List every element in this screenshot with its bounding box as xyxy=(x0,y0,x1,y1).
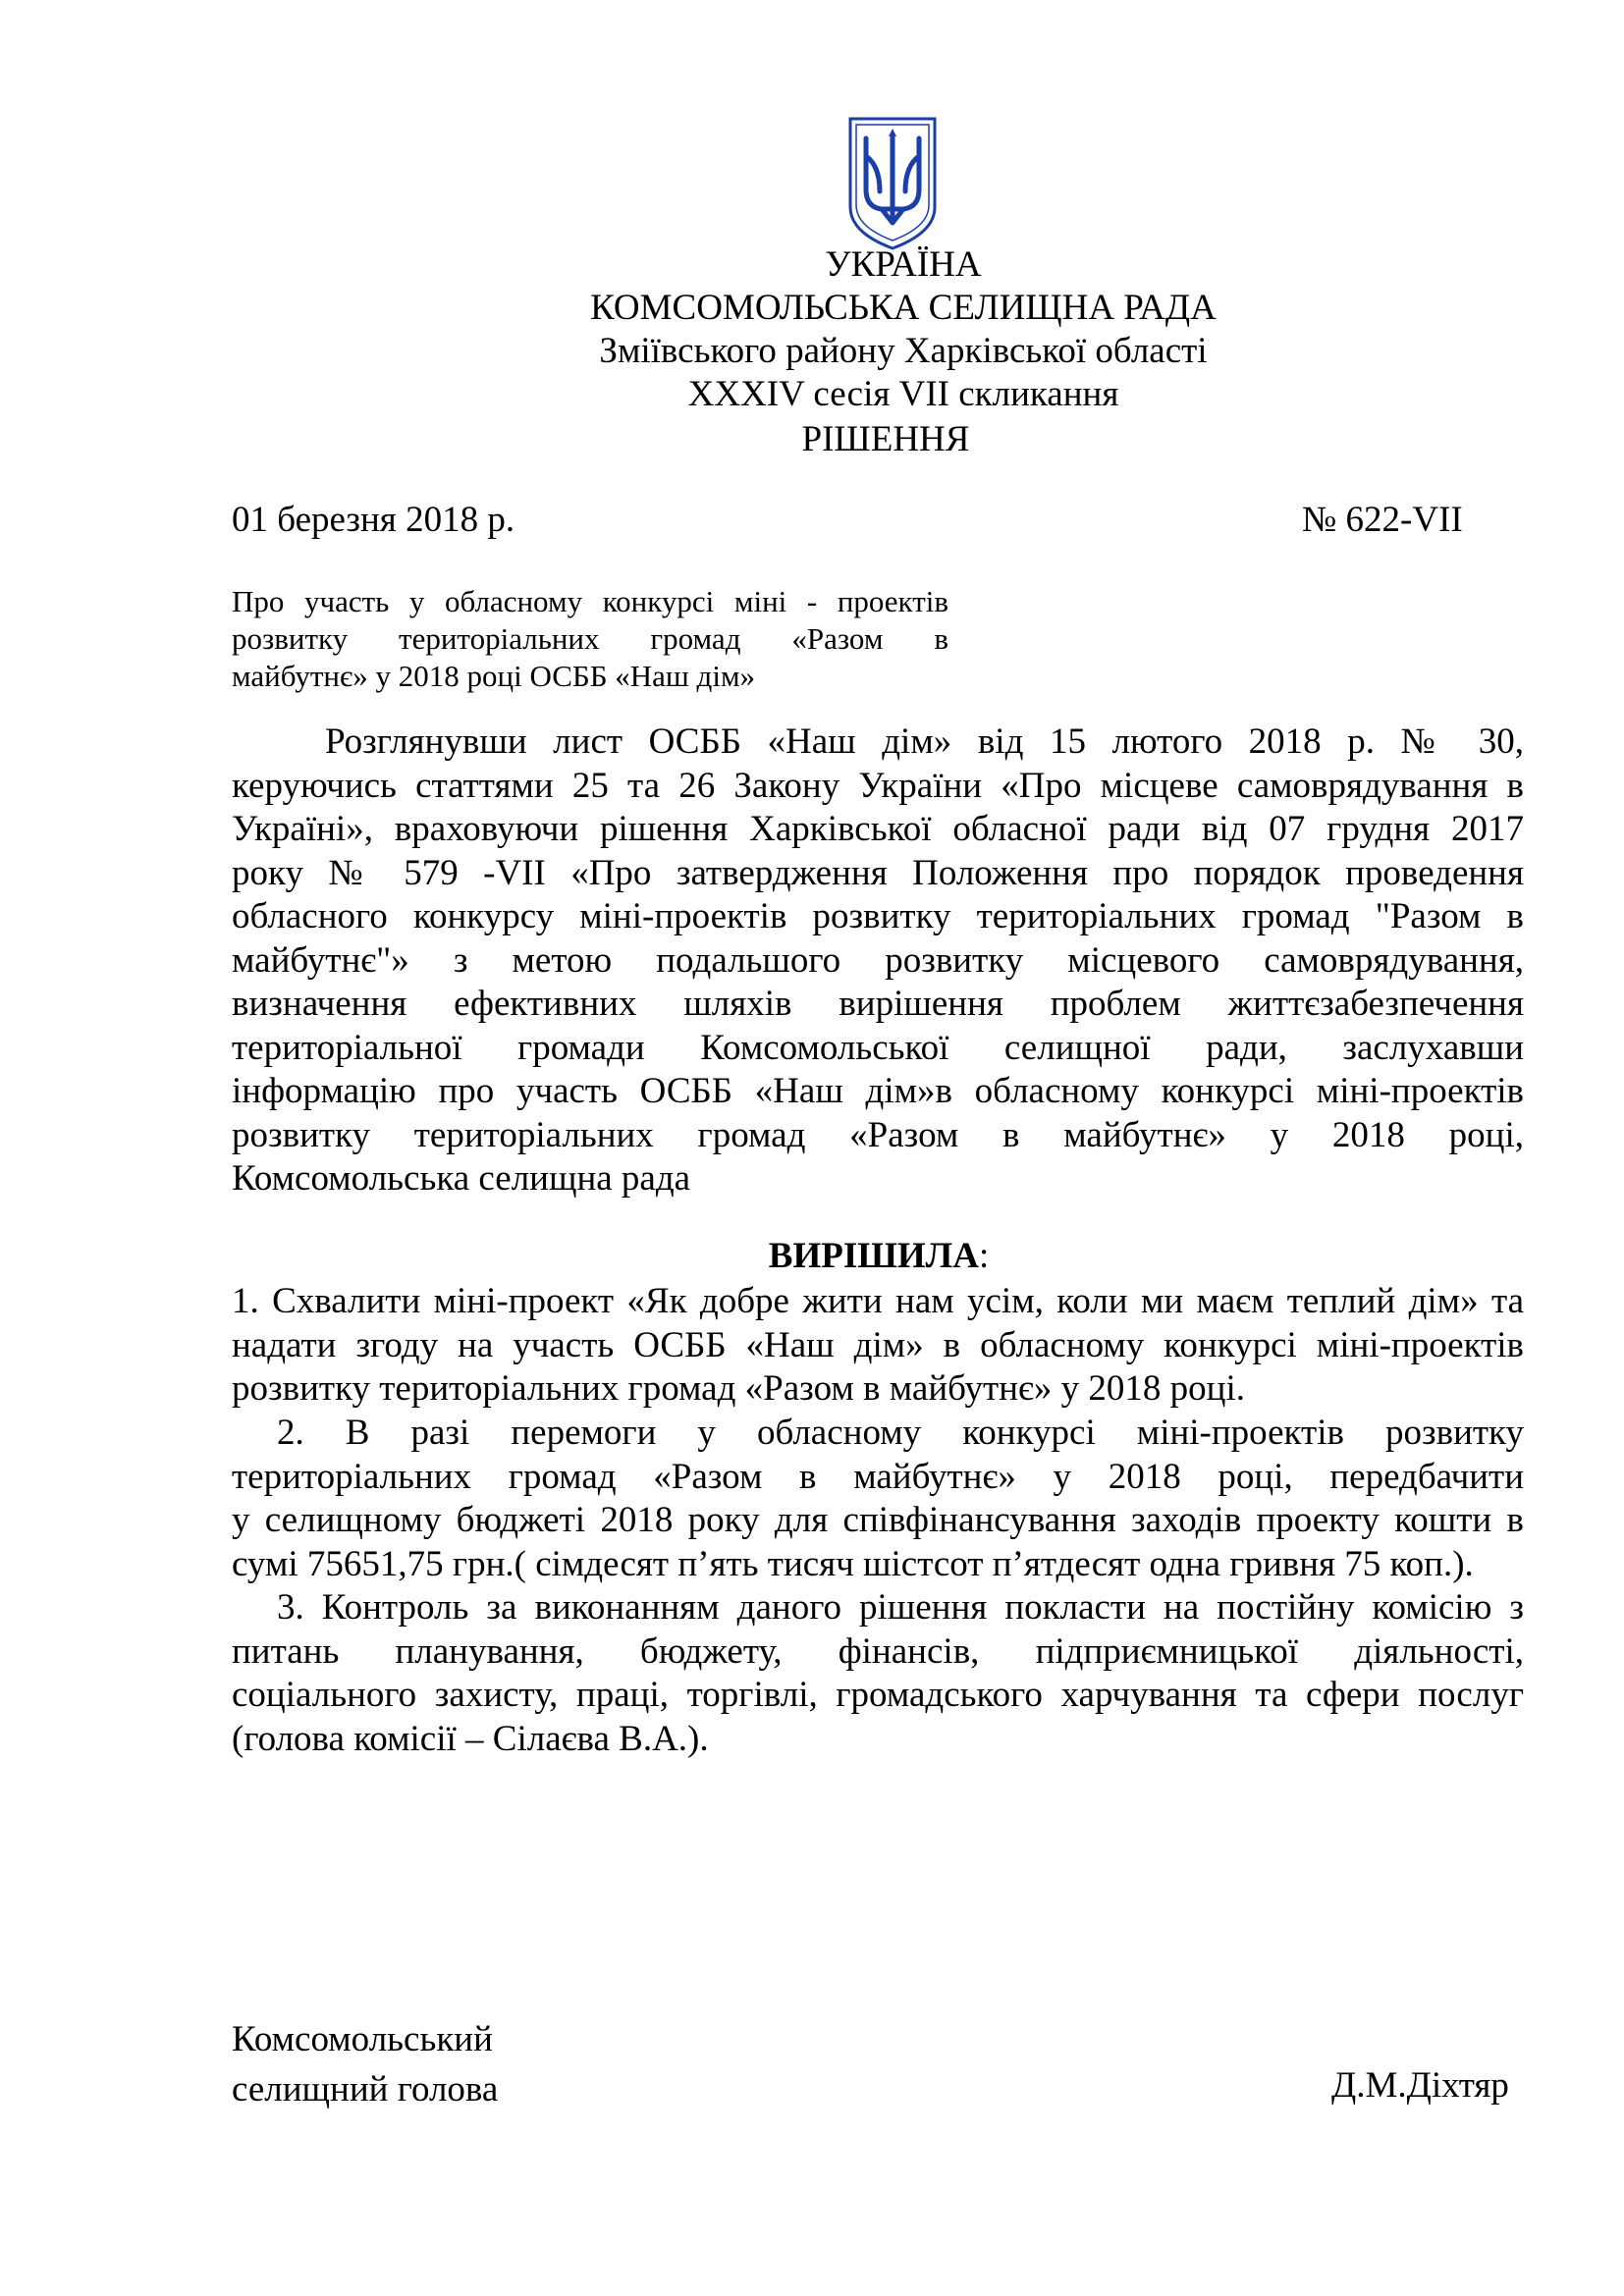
item-line: питань планування, бюджету, фінансів, підприємницької діяльності, xyxy=(232,1630,1524,1672)
item-line: надати згоду на участь ОСББ «Наш дім» в обласному конкурсі міні-проектів xyxy=(232,1324,1524,1365)
header-country: УКРАЇНА xyxy=(825,244,982,285)
preamble-line: інформацію про участь ОСББ «Наш дім»в обласному конкурсі міні-проектів xyxy=(232,1071,1524,1111)
header-doc-type: РІШЕННЯ xyxy=(801,419,970,459)
item-line: 1. Схвалити міні-проект «Як добре жити нам усім, коли ми маєм теплий дім» та xyxy=(232,1281,1524,1321)
decision-item-1 xyxy=(232,1280,1524,1412)
item-line: сумі 75651,75 грн.( сімдесят п’ять тисяч шістсот п’ятдесят одна гривня 75 коп.). xyxy=(232,1543,1474,1584)
resolved-heading xyxy=(0,1235,1624,1277)
header-session: XXXIV сесія VII скликання xyxy=(687,374,1119,414)
preamble-line: Розглянувши лист ОСББ «Наш дім» від 15 лютого 2018 р. № 30, xyxy=(325,721,1524,762)
decision-date: 01 березня 2018 р. xyxy=(232,500,515,540)
subject-line: майбутнє» у 2018 році ОСББ «Наш дім» xyxy=(232,659,756,693)
preamble xyxy=(232,721,1524,1201)
coat-of-arms-icon xyxy=(844,113,941,252)
preamble-line: Україні», враховуючи рішення Харківської обласної ради від 07 грудня 2017 xyxy=(232,809,1524,849)
decision-subject xyxy=(232,583,948,695)
item-line: соціального захисту, праці, торгівлі, громадського харчування та сфери послуг xyxy=(232,1675,1524,1715)
header-council: КОМСОМОЛЬСЬКА СЕЛИЩНА РАДА xyxy=(590,288,1217,328)
preamble-line: керуючись статтями 25 та 26 Закону України «Про місцеве самоврядування в xyxy=(232,765,1524,806)
item-line: територіальних громад «Разом в майбутнє» у 2018 році, передбачити xyxy=(232,1456,1524,1497)
preamble-line: обласного конкурсу міні-проектів розвитку територіальних громад "Разом в xyxy=(232,896,1524,936)
header-district: Зміївського району Харківської області xyxy=(599,331,1208,371)
decision-item-2 xyxy=(232,1412,1524,1586)
item-line: розвитку територіальних громад «Разом в майбутнє» у 2018 році. xyxy=(232,1368,1245,1409)
preamble-line: територіальної громади Комсомольської селищної ради, заслухавши xyxy=(232,1027,1524,1068)
signature-title-line: Комсомольський xyxy=(232,2019,493,2059)
preamble-line: Комсомольська селищна рада xyxy=(232,1158,691,1199)
preamble-line: визначення ефективних шляхів вирішення проблем життєзабезпечення xyxy=(232,984,1524,1024)
subject-line: розвитку територіальних громад «Разом в xyxy=(232,621,948,656)
preamble-line: розвитку територіальних громад «Разом в майбутнє» у 2018 році, xyxy=(232,1114,1524,1155)
signature-title xyxy=(232,2014,498,2114)
resolved-word: ВИРІШИЛА xyxy=(768,1236,979,1276)
decision-number: № 622-VII xyxy=(1302,500,1463,540)
preamble-line: майбутнє"» з метою подальшого розвитку місцевого самоврядування, xyxy=(232,939,1524,981)
item-line: у селищному бюджеті 2018 року для співфінансування заходів проекту кошти в xyxy=(232,1500,1524,1540)
item-line: 2. В разі перемоги у обласному конкурсі міні-проектів розвитку xyxy=(277,1413,1524,1453)
item-line: (голова комісії – Сілаєва В.А.). xyxy=(232,1718,709,1759)
signature-title-line: селищний голова xyxy=(232,2069,499,2109)
item-line: 3. Контроль за виконанням даного рішення покласти на постійну комісію з xyxy=(277,1587,1524,1628)
preamble-line: року № 579 -VII «Про затвердження Положення про порядок проведення xyxy=(232,852,1524,893)
subject-line: Про участь у обласному конкурсі міні - проектів xyxy=(232,584,948,618)
signature-name: Д.М.Діхтяр xyxy=(1331,2065,1509,2106)
decision-item-3 xyxy=(232,1586,1524,1761)
resolved-colon: : xyxy=(978,1236,990,1276)
